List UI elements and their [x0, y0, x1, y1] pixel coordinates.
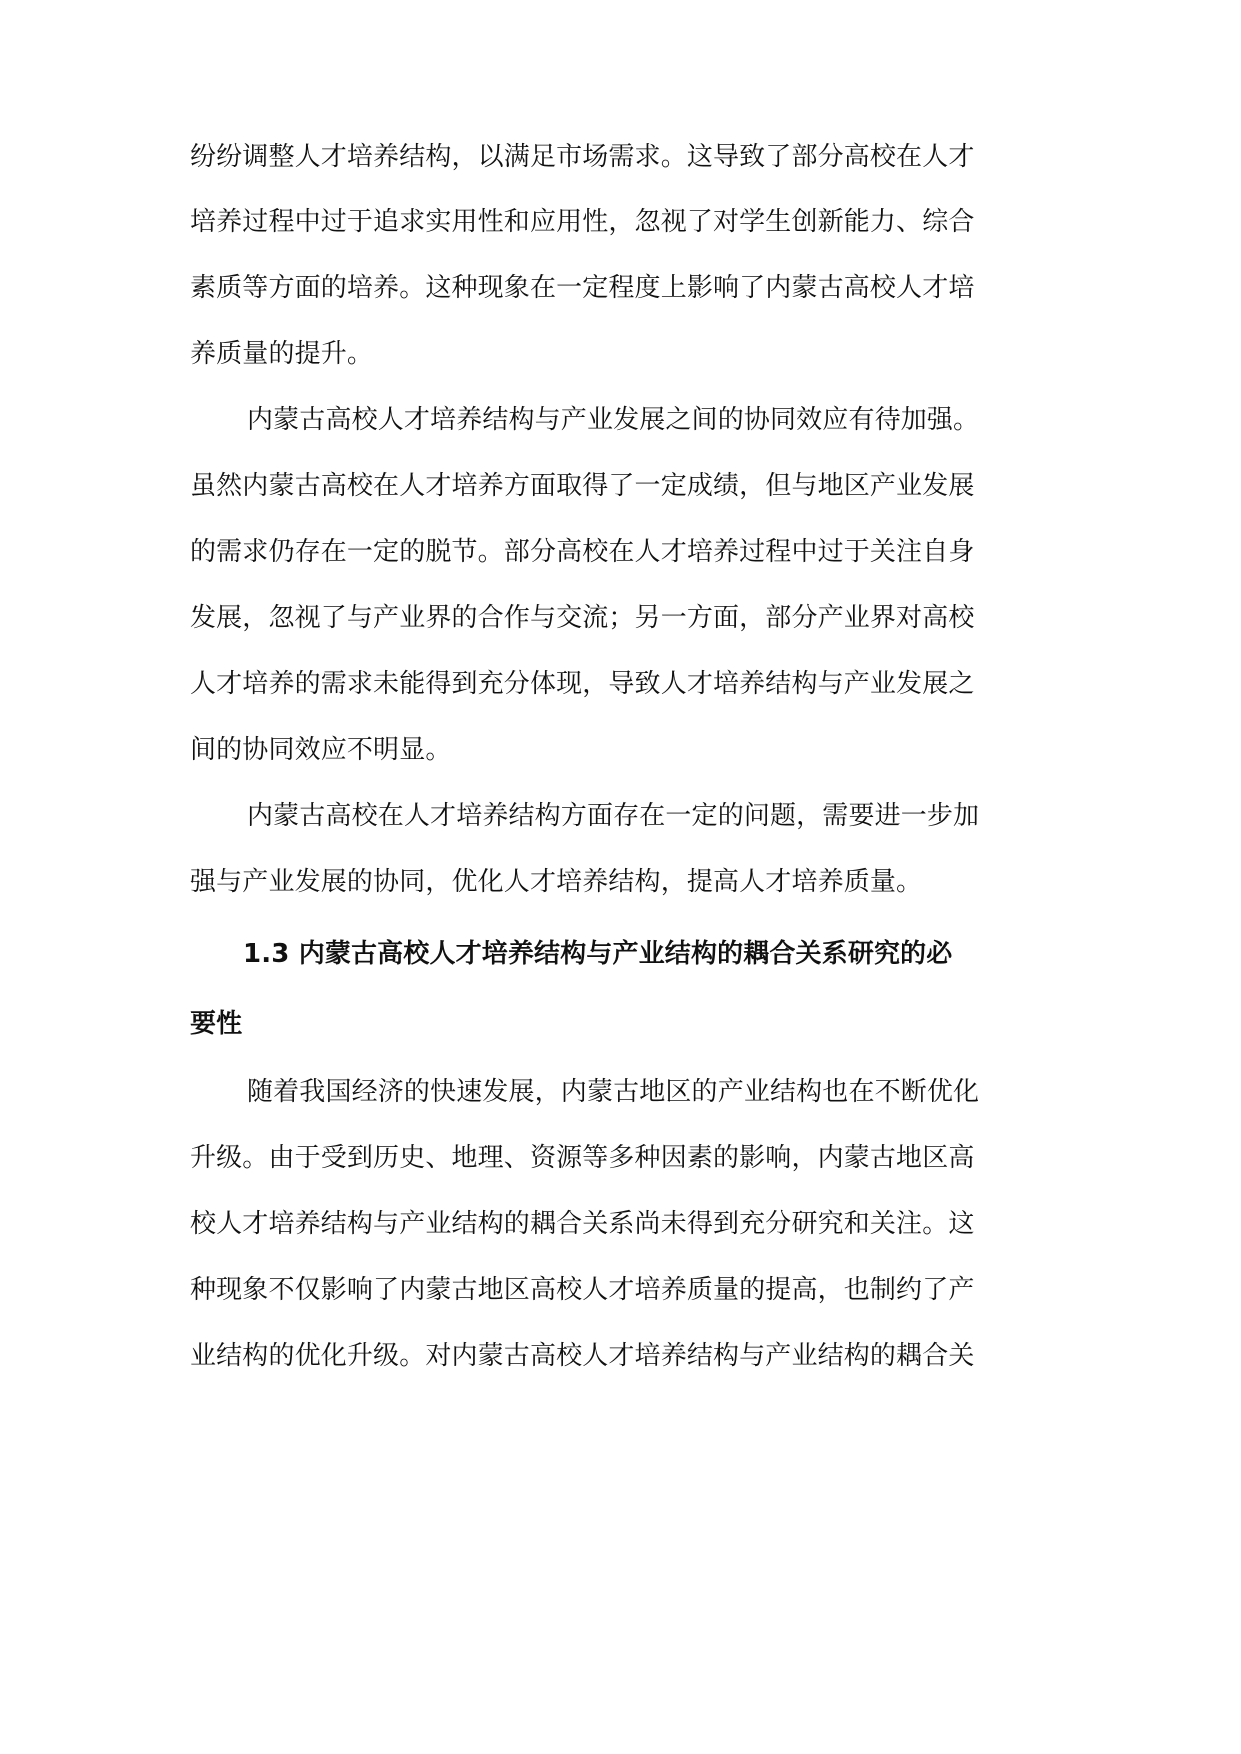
text-line: 业结构的优化升级。对内蒙古高校人才培养结构与产业结构的耦合关 — [190, 1341, 975, 1371]
text-line: 人才培养的需求未能得到充分体现，导致人才培养结构与产业发展之 — [190, 669, 975, 699]
text-line: 间的协同效应不明显。 — [190, 735, 452, 765]
text-line: 随着我国经济的快速发展，内蒙古地区的产业结构也在不断优化 — [247, 1077, 980, 1107]
text-line: 内蒙古高校人才培养结构与产业发展之间的协同效应有待加强。 — [247, 405, 980, 435]
text-line: 培养过程中过于追求实用性和应用性，忽视了对学生创新能力、综合 — [190, 207, 975, 237]
text-line: 纷纷调整人才培养结构，以满足市场需求。这导致了部分高校在人才 — [190, 142, 975, 172]
text-line: 养质量的提升。 — [190, 339, 374, 369]
section-heading-line: 要性 — [190, 1009, 243, 1039]
text-line: 内蒙古高校在人才培养结构方面存在一定的问题，需要进一步加 — [247, 801, 980, 831]
text-line: 发展，忽视了与产业界的合作与交流；另一方面，部分产业界对高校 — [190, 603, 975, 633]
text-line: 的需求仍存在一定的脱节。部分高校在人才培养过程中过于关注自身 — [190, 537, 975, 567]
text-line: 虽然内蒙古高校在人才培养方面取得了一定成绩，但与地区产业发展 — [190, 471, 975, 501]
text-line: 种现象不仅影响了内蒙古地区高校人才培养质量的提高，也制约了产 — [190, 1275, 975, 1305]
text-line: 强与产业发展的协同，优化人才培养结构，提高人才培养质量。 — [190, 867, 923, 897]
text-line: 校人才培养结构与产业结构的耦合关系尚未得到充分研究和关注。这 — [190, 1209, 975, 1239]
text-line: 素质等方面的培养。这种现象在一定程度上影响了内蒙古高校人才培 — [190, 273, 975, 303]
text-line: 升级。由于受到历史、地理、资源等多种因素的影响，内蒙古地区高 — [190, 1143, 975, 1173]
section-heading-line: 1.3 内蒙古高校人才培养结构与产业结构的耦合关系研究的必 — [243, 939, 953, 969]
